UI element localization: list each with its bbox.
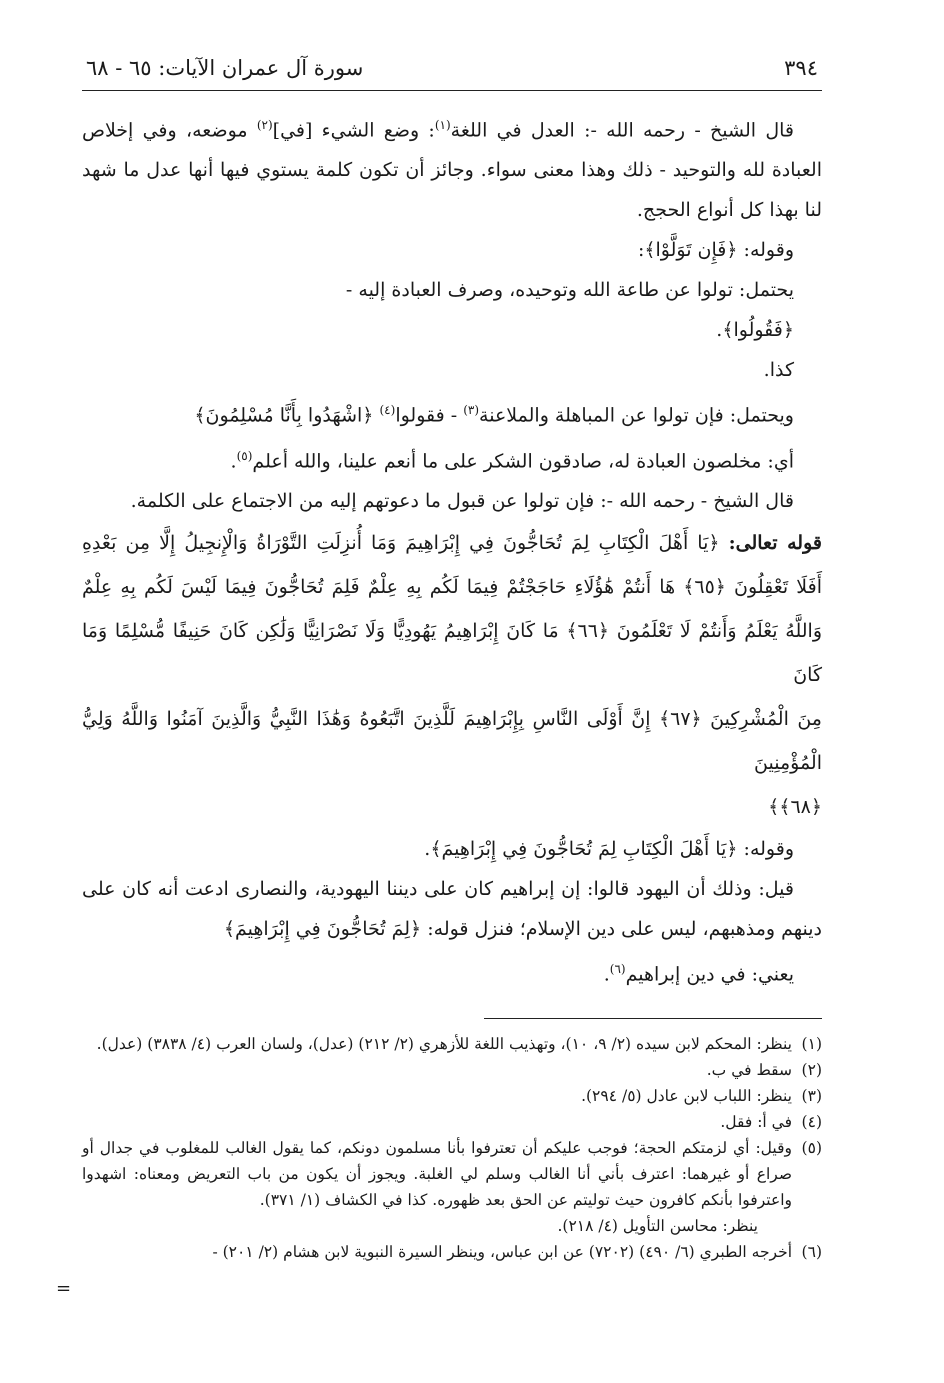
footnote-number: (٤)	[801, 1113, 822, 1132]
verse-line: وَاللَّهُ يَعْلَمُ وَأَنتُمْ لَا تَعْلَمُونَ ﴿٦٦﴾ مَا كَانَ إِبْرَاهِيمُ يَهُودِيًّا وَلَا نَصْرَانِيًّا وَلَٰكِن كَانَ حَنِيفًا مُّسْلِمًا وَمَا كَانَ	[82, 619, 822, 686]
verse-line: أَفَلَا تَعْقِلُونَ ﴿٦٥﴾ هَا أَنتُمْ هَٰؤُلَاءِ حَاجَجْتُمْ فِيمَا لَكُم بِهِ عِلْمٌ فَلِمَ تُحَاجُّونَ فِيمَا لَيْسَ لَكُم بِهِ عِلْمٌ	[82, 575, 822, 598]
verse-line: قوله تعالى: ﴿يَا أَهْلَ الْكِتَابِ لِمَ تُحَاجُّونَ فِي إِبْرَاهِيمَ وَمَا أُنزِلَتِ التَّوْرَاةُ وَالْإِنجِيلُ إِلَّا مِن بَعْدِهِ	[82, 531, 822, 554]
footnote-ref[interactable]: (٢)	[256, 118, 273, 132]
footnote-number: (١)	[801, 1035, 822, 1054]
footnote-continuation: ينظر: محاسن التأويل (٤/ ٢١٨).	[557, 1217, 758, 1236]
page-number: ٣٩٤	[784, 56, 818, 80]
footnote-divider	[484, 1018, 822, 1019]
footnote: (٢) سقط في ب.	[82, 1057, 822, 1083]
chapter-title: سورة آل عمران الآيات: ٦٥ - ٦٨	[86, 56, 364, 80]
footnote: (٣) ينظر: اللباب لابن عادل (٥/ ٢٩٤).	[82, 1083, 822, 1109]
page-header	[82, 56, 822, 90]
paragraph: ﴿فَقُولُوا﴾.	[716, 319, 794, 342]
paragraph: وقوله: ﴿فَإِن تَوَلَّوْا﴾:	[637, 239, 794, 262]
header-divider	[82, 90, 822, 91]
continuation-mark: =	[56, 1278, 72, 1299]
page	[82, 56, 822, 1265]
paragraph: قال الشيخ - رحمه الله -: العدل في اللغة$^{(١)}$: وضع الشيء [في]$^{(٢)}$ موضعه، وفي إخلاص العبادة لله والتوحيد - ذلك وهذا معنى سواء. وجائز أن تكون كلمة يستوي فيها أنها عدل ما شهد لنا بهذا كل أنواع الحجج.	[82, 118, 822, 222]
paragraph: وقوله: ﴿يَا أَهْلَ الْكِتَابِ لِمَ تُحَاجُّونَ فِي إِبْرَاهِيمَ﴾.	[424, 837, 794, 860]
verse-line: مِنَ الْمُشْرِكِينَ ﴿٦٧﴾ إِنَّ أَوْلَى النَّاسِ بِإِبْرَاهِيمَ لَلَّذِينَ اتَّبَعُوهُ وَهَٰذَا النَّبِيُّ وَالَّذِينَ آمَنُوا وَاللَّهُ وَلِيُّ الْمُؤْمِنِينَ	[82, 707, 822, 774]
footnote-ref[interactable]: (٦)	[609, 961, 626, 976]
paragraph: يعني: في دين إبراهيم$^{(٦)}$.	[603, 961, 794, 986]
paragraph: يحتمل: تولوا عن طاعة الله وتوحيده، وصرف العبادة إليه -	[345, 279, 794, 302]
footnote: (٥) وقيل: أي لزمتكم الحجة؛ فوجب عليكم أن تعترفوا بأنا مسلمون دونكم، كما يقول الغالب للمغلوب في جدال أو صراع أو غيرهما: اعترف بأني أنا الغالب وسلم لي الغلبة. ويجوز أن يكون من باب التعريض ومعناه: اشهدوا واعترفوا بأنكم كافرون حيث توليتم عن الحق بعد ظهوره. كذا في الكشاف (١/ ٣٧١).	[82, 1135, 822, 1213]
footnote: (٤) في أ: فقل.	[82, 1109, 822, 1135]
footnote-number: (٥)	[801, 1139, 822, 1158]
footnote-ref[interactable]: (٣)	[463, 403, 480, 418]
footnote-ref[interactable]: (٤)	[379, 403, 396, 418]
footnote-ref[interactable]: (٥)	[236, 448, 253, 463]
footnote-number: (٦)	[801, 1243, 822, 1262]
paragraph: قيل: وذلك أن اليهود قالوا: إن إبراهيم كان على ديننا اليهودية، والنصارى ادعت أنه كان على دينهم ومذهبهم، ليس على دين الإسلام؛ فنزل قوله: ﴿لِمَ تُحَاجُّونَ فِي إِبْرَاهِيمَ﴾	[82, 877, 822, 940]
quran-verse-block	[82, 521, 822, 829]
paragraph: ويحتمل: فإن تولوا عن المباهلة والملاعنة$^{(٣)}$ - فقولوا$^{(٤)}$ ﴿اشْهَدُوا بِأَنَّا مُسْلِمُونَ﴾	[194, 403, 794, 427]
footnote-number: (٢)	[801, 1061, 822, 1080]
footnotes	[82, 1031, 822, 1265]
footnote-number: (٣)	[801, 1087, 822, 1106]
verse-line: ﴿٦٨﴾﴾	[768, 795, 822, 818]
paragraph: قال الشيخ - رحمه الله -: فإن تولوا عن قبول ما دعوتهم إليه من الاجتماع على الكلمة.	[130, 489, 794, 512]
paragraph: كذا.	[763, 359, 794, 382]
footnote-ref[interactable]: (١)	[434, 118, 451, 132]
verse-intro: قوله تعالى:	[728, 531, 822, 554]
paragraph: أي: مخلصون العبادة له، صادقون الشكر على ما أنعم علينا، والله أعلم$^{(٥)}$.	[230, 448, 794, 472]
footnote: (١) ينظر: المحكم لابن سيده (٢/ ٩، ١٠)، وتهذيب اللغة للأزهري (٢/ ٢١٢) (عدل)، ولسان العرب (٤/ ٣٨٣٨) (عدل).	[82, 1031, 822, 1057]
footnote: (٦) أخرجه الطبري (٦/ ٤٩٠) (٧٢٠٢) عن ابن عباس، وينظر السيرة النبوية لابن هشام (٢/ ٢٠١) -	[82, 1239, 822, 1265]
